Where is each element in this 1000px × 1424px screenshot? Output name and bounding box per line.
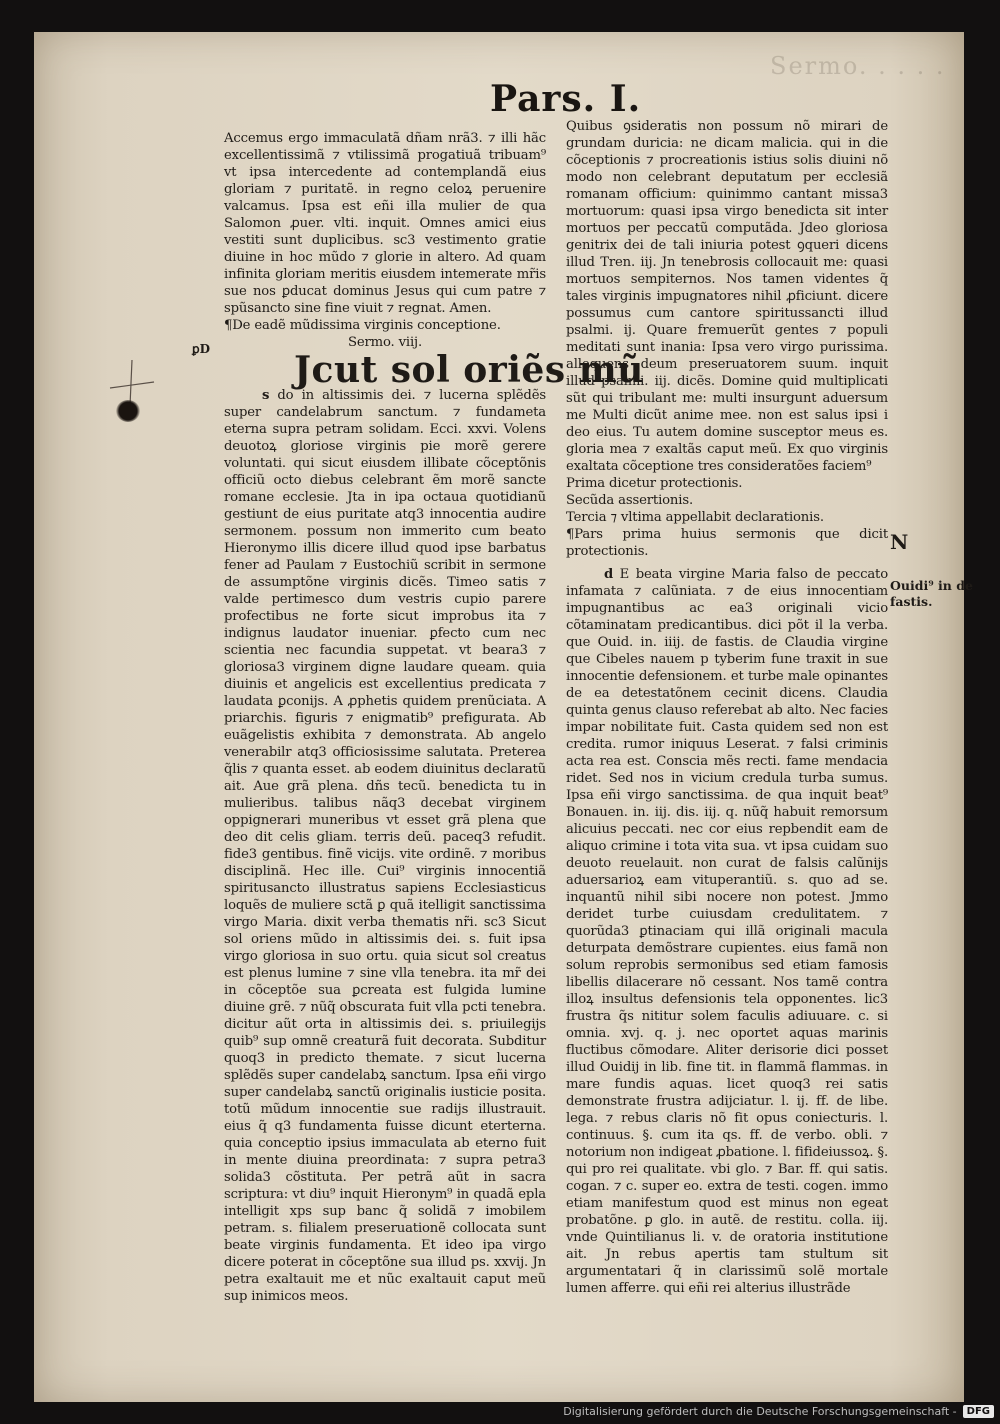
paragraph-text: E beata virgine Maria falso de peccato infamata ⁊ calũniata. ⁊ de eius innocentiam impugnantibus ac ea3 originali vicio cõtaminatam predicantibus. dici põt il la verba. que Ouid. in. iiij. de fastis. de Claudia virgine que Cibeles nauem p tyberim fune traxit in sue innocentie defensionem. et turbe male opinantes de ea detestatõnem cecinit dicens. Claudia quinta genus clauso referebat ab alto. Nec facies impar nobilitate fuit. Casta quidem sed non est credita. rumor iniquus Leserat. ⁊ falsi criminis acta rea est. Conscia mẽs recti. fame mendacia ridet. Sed nos in vicium credula turba sumus. Ipsa eñi virgo sanctissima. de qua inquit beat⁹ Bonauen. in. iij. dis. iij. q. nũq̃ habuit remorsum alicuius peccati. nec cor eius repbendit eam de aliquo crimine i tota vita sua. vt ipsa cuidam suo deuoto reuelauit. non curat de falsis calũnijs aduersarioꝝ eam vituperantiũ. s. quo ad se. inquantũ nihil sibi nocere non potest. Jmmo deridet turbe cuiusdam credulitatem. ⁊ quorũda3 ꝑtinaciam qui illã originali macula deturpata demõstrare cupientes. eius famã non solum reprobis sermonibus sed etiam famosis libellis dilacerare nõ cessant. Nos tamẽ contra illoꝝ insultus defensionis tela opponentes. lic3 frustra q̃s nititur solem faculis adiuuare. c. si omnia. xvj. q. j. nec oportet aquas marinis fluctibus cõmodare. Aliter derisorie dici posset illud Ouidij in lib. fine tit. in flammã flammas. in mare fundis aquas. licet quoq3 rei satis demonstrate frustra adijciatur. l. ij. ff. de libe. lega. ⁊ rebus claris nõ fit opus coniecturis. l. continuus. §. cum ita qs. ff. de verbo. obli. ⁊ notorium non indigeat ꝓbatione. l. fifideiussoꝝ. §. qui pro rei qualitate. vbi glo. ⁊ Bar. ff. qui satis. cogan. ⁊ c. super eo. extra de testi. cogen. immo etiam manifestum quod est minus non egeat probatõne. ꝑ glo. in autẽ. de restitu. colla. iij. vnde Quintilianus li. v. de oratoria institutione ait. Jn rebus apertis tam stultum sit argumentatari q̃ in clarissimũ solẽ mortale lumen afferre. qui eñi rei alterius illustrãde [566, 567, 888, 1296]
rubric: ¶De eadẽ mũdissima virginis conceptione. [224, 318, 501, 333]
right-column [566, 118, 888, 1297]
paragraph [566, 566, 888, 1297]
paragraph [224, 387, 546, 1305]
page-header: Pars. I. [490, 78, 642, 120]
paragraph: ¶Pars prima huius sermonis que dicit protectionis. [566, 527, 888, 559]
paragraph-text: do in altissimis dei. ⁊ lucerna splẽdẽs super candelabrum sanctum. ⁊ fundameta eterna supra petram solidam. Ecci. xxvi. Volens deuotoꝝ gloriose virginis pie morẽ gerere voluntati. qui sicut eiusdem illibate cõceptõnis officiũ octo diebus celebrant ẽm morẽ sancte romane ecclesie. Jta in ipa octaua quotidianũ gestiunt de eius puritate atq3 innocentia audire sermonem. possum non immerito cum beato Hieronymo illis dicere illud quod ipse barbatus fener ad Paulam ⁊ Eustochiũ scribit in sermone de assumptõne virginis dicẽs. Timeo satis ⁊ valde pertimesco dum vestris cupio parere profectibus ne forte sicut improbus ita ⁊ indignus laudator inueniar. ꝑfecto cum nec scientia nec facundia suppetat. vt beara3 ⁊ gloriosa3 virginem digne laudare queam. quia diuinis et angelicis est excellentius predicata ⁊ laudata ꝑconijs. A ꝓphetis quidem prenũciata. A priarchis. figuris ⁊ enigmatib⁹ prefigurata. Ab euãgelistis exhibita ⁊ demonstrata. Ab angelo venerabilr atq3 officiosissime salutata. Preterea q̃lis ⁊ quanta esset. ab eodem diuinitus declaratũ ait. Aue grã plena. dñs tecũ. benedicta tu in mulieribus. talibus nãq3 decebat virginem oppignerari muneribus vt esset grã plena que deo dit celis gliam. terris deũ. paceq3 refudit. fide3 gentibus. finẽ vicijs. vite ordinẽ. ⁊ moribus disciplinã. Hec ille. Cui⁹ virginis innocentiã spiritusancto illustratus sapiens Ecclesiasticus loquẽs de muliere sctã ꝑ quã itelligit sanctissima virgo Maria. dixit verba thematis nr̃i. sc3 Sicut sol oriens mũdo in altissimis dei. s. fuit ipsa virgo gloriosa in suo ortu. quia sicut sol creatus est plenus lumine ⁊ sine vlla tenebra. ita mr̃ dei in cõceptõe sua ꝑcreata est fulgida lumine diuine grẽ. ⁊ nũq̃ obscurata fuit vlla pcti tenebra. dicitur aũt orta in altissimis dei. s. priuilegijs quib⁹ sup omnẽ creaturã fuit decorata. Subditur quoq3 in predicto themate. ⁊ sicut lucerna splẽdẽs super candelabꝝ sanctum. Ipsa eñi virgo super candelabꝝ sanctũ originalis iusticie posita. totũ mũdum innocentie sue radijs illustrauit. eius q̃ q3 fundamenta fuisse dicunt eterterna. quia conceptio ipsius immaculata ab eterno fuit in mente diuina preordinata: ⁊ supra petra3 solida3 cõstituta. Per petrã aũt in sacra scriptura: vt diu⁹ inquit Hieronym⁹ in quadã epla intelligit xps sup banc q̃ solidã ⁊ imobilem petram. s. filialem preseruationẽ collocata sunt beate virginis fundamenta. Et ideo ipa virgo dicere poterat in cõceptõne sua illud ps. xxvij. Jn petra exaltauit me et nũc exaltauit caput meũ sup inimicos meos. [224, 388, 546, 1304]
guide-letter: s [262, 388, 270, 403]
guide-letter: d [604, 567, 614, 582]
dfg-logo: DFG [963, 1405, 994, 1418]
paragraph: Accemus ergo immaculatã dñam nrã3. ⁊ illi hãc excellentissimã ⁊ vtilissimã progatiuã tribuam⁹ vt ipsa intercedente ad contemplandã eius gloriam ⁊ puritatẽ. in regno celoꝝ peruenire valcamus. Ipsa est eñi illa mulier de qua Salomon ꝓuer. vlti. inquit. Omnes amici eius vestiti sunt duplicibus. sc3 vestimento gratie diuine in hoc mũdo ⁊ glorie in altero. Ad quam infinita gloriam meritis eiusdem intemerate mr̃is sue nos ꝑducat dominus Jesus qui cum patre ⁊ spũsancto sine fine viuit ⁊ regnat. Amen. [224, 131, 546, 316]
paragraph: Tercia ⁊ vltima appellabit declarationis. [566, 510, 824, 525]
decorated-initial-line: Jcut sol oriẽs mũ [294, 349, 644, 391]
paragraph: Secũda assertionis. [566, 493, 693, 508]
paragraph: Quibus ꝯsideratis non possum nõ mirari de grundam duricia: ne dicam malicia. qui in die cõceptionis ⁊ procreationis istius solis diuini nõ modo non celebrant deputatum per ecclesiã romanam officium: quinimmo cantant missa3 mortuorum: quasi ipsa virgo benedicta sit inter mortuos per peccatũ computãda. Jdeo gloriosa genitrix dei de tali iniuria potest ꝯqueri dicens illud Tren. iij. Jn tenebrosis collocauit me: quasi mortuos sempiternos. Nos tamen videntes q̃ tales virginis impugnatores nihil ꝓficiunt. dicere possumus cum cantore spiritussancti illud psalmi. ij. Quare fremuerũt gentes ⁊ populi meditati sunt inania: Ipsa vero virgo purissima. alloquens deum preseruatorem suum. inquit illud psalmi. iij. dicẽs. Domine quid multiplicati sũt qui tribulant me: multi insurgunt aduersum me Multi dicũt anime mee. non est salus ipsi i deo eius. Tu autem domine susceptor meus es. gloria mea ⁊ exaltãs caput meũ. Ex quo virginis exaltata cõceptione tres consideratões faciem⁹ [566, 119, 888, 474]
margin-mark-right: N [890, 530, 909, 554]
ink-blot [116, 400, 140, 422]
sermon-number: Sermo. viij. [347, 335, 423, 350]
margin-note: Ouidi⁹ in de fastis. [890, 578, 973, 609]
bleed-through-text: Sermo. . . . . [770, 52, 946, 80]
footer-text: Digitalisierung gefördert durch die Deutsche Forschungsgemeinschaft - [563, 1404, 957, 1418]
margin-mark-left: ꝑD [192, 342, 211, 356]
footer [563, 1402, 994, 1420]
paragraph: Prima dicetur protectionis. [566, 476, 743, 491]
